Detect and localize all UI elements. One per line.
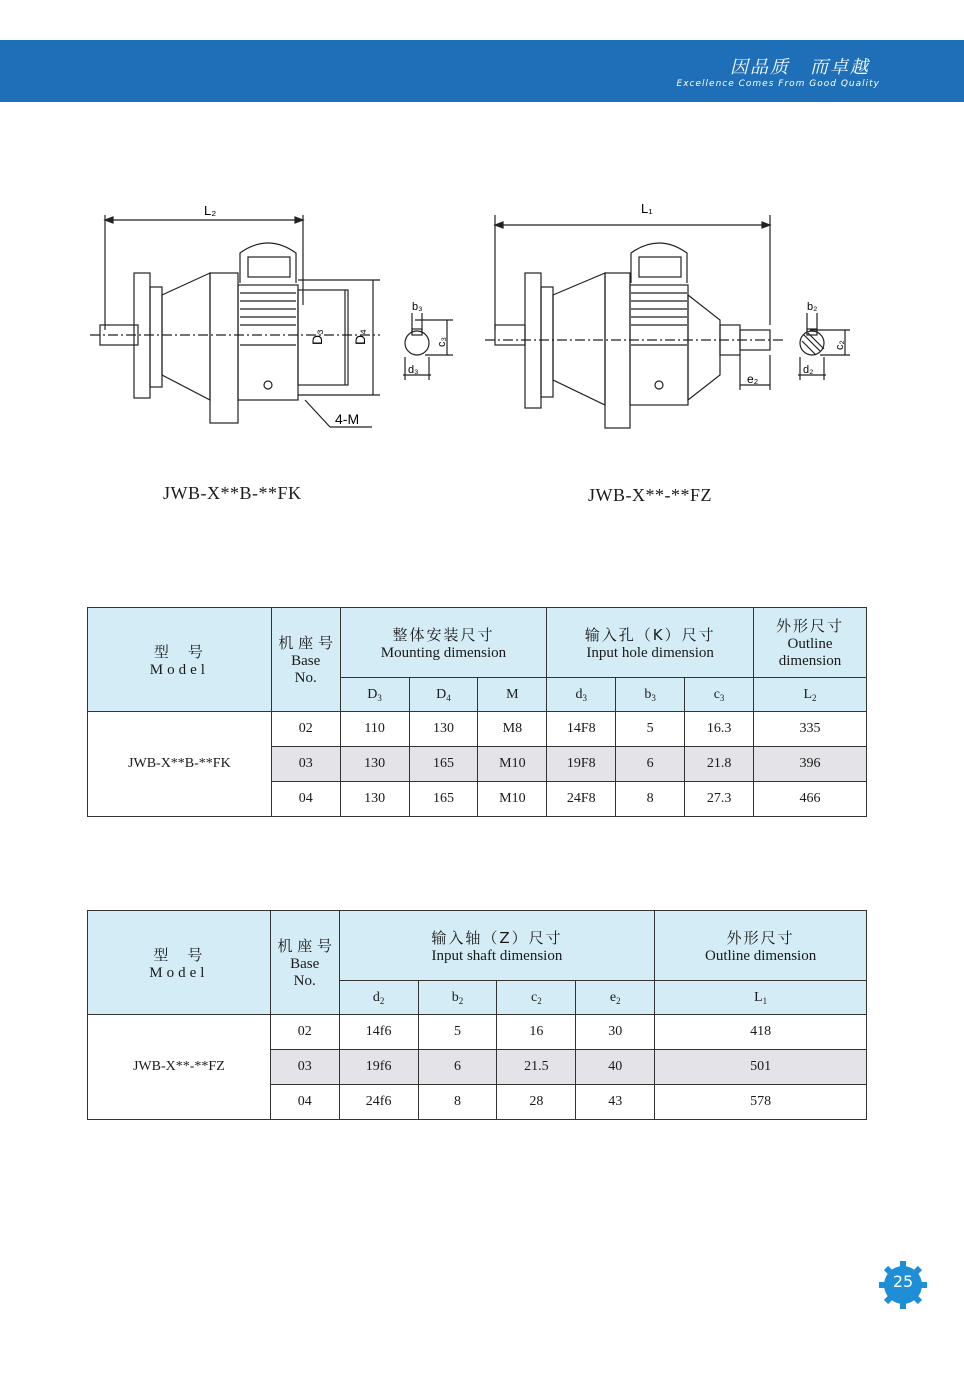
cell-d4: 165 (409, 747, 478, 782)
input-shaft-header-cn: 输入轴（Z）尺寸 (431, 928, 563, 947)
col-header-b3: $b_3$ (616, 678, 685, 712)
base-header-cn: 机 座 号 (277, 937, 332, 955)
cell-base: 02 (271, 712, 340, 747)
outline-header-cn: 外形尺寸 (776, 617, 845, 635)
cell-d3: 130 (340, 747, 409, 782)
model-header-en: Model (149, 964, 209, 981)
cell-l: 418 (655, 1015, 867, 1050)
cell-base: 04 (271, 782, 340, 817)
slogan-chinese: 因品质 而卓越 (730, 57, 870, 78)
label-c2: c₂ (834, 340, 846, 350)
cell-l: 466 (754, 782, 867, 817)
cell-base: 03 (270, 1050, 339, 1085)
col-header-b2: $b_2$ (418, 981, 497, 1015)
cell-d4: 165 (409, 782, 478, 817)
col-header-l1: $L_1$ (655, 981, 867, 1015)
table-row (88, 1015, 867, 1050)
outline-header (655, 911, 867, 981)
col-header-c3: $c_3$ (685, 678, 754, 712)
cell-d3: 110 (340, 712, 409, 747)
model-header (88, 911, 271, 1015)
model-cell: JWB-X**B-**FK (88, 712, 272, 817)
cell-b: 8 (616, 782, 685, 817)
label-l1: L₁ (641, 201, 653, 216)
input-shaft-header (339, 911, 655, 981)
slogan-english: Excellence Comes From Good Quality (676, 79, 880, 89)
mounting-header-cn: 整体安装尺寸 (392, 625, 495, 644)
cell-base: 02 (270, 1015, 339, 1050)
label-b3: b₃ (412, 301, 423, 313)
cell-e: 43 (576, 1085, 655, 1120)
drawing-fz (485, 195, 790, 445)
label-e2: e₂ (747, 372, 759, 386)
label-b2: b₂ (807, 301, 818, 313)
col-header-e2: $e_2$ (576, 981, 655, 1015)
cell-m: M10 (478, 747, 547, 782)
outline-header-en2: dimension (778, 653, 842, 669)
col-header-m: M (478, 678, 547, 712)
cell-c: 21.5 (497, 1050, 576, 1085)
model-header-en: Model (149, 661, 209, 678)
outline-header-en: Outline dimension (704, 947, 817, 964)
outline-header (754, 608, 867, 678)
cell-base: 04 (270, 1085, 339, 1120)
drawing-fk (90, 195, 390, 445)
model-header-cn: 型 号 (153, 642, 205, 661)
cell-l: 578 (655, 1085, 867, 1120)
page-number: 25 (892, 1272, 914, 1291)
base-header-en2: No. (293, 973, 316, 989)
cell-c: 27.3 (685, 782, 754, 817)
cell-c: 16 (497, 1015, 576, 1050)
outline-header-cn: 外形尺寸 (726, 928, 795, 947)
label-d3-small: d₃ (408, 364, 419, 376)
mounting-header (340, 608, 547, 678)
cell-d3: 130 (340, 782, 409, 817)
cell-l: 396 (754, 747, 867, 782)
input-hole-header (547, 608, 754, 678)
outline-header-en1: Outline (787, 636, 833, 652)
table-fz (87, 910, 867, 1120)
model-header (88, 608, 272, 712)
cell-c: 16.3 (685, 712, 754, 747)
cell-b: 8 (418, 1085, 497, 1120)
model-header-cn: 型 号 (153, 945, 205, 964)
cell-hole: 24F8 (547, 782, 616, 817)
label-d4: D₄ (352, 329, 368, 345)
label-d3: D₃ (309, 329, 325, 345)
cell-e: 40 (576, 1050, 655, 1085)
cell-l: 501 (655, 1050, 867, 1085)
input-hole-header-en: Input hole dimension (586, 644, 714, 661)
mounting-header-en: Mounting dimension (380, 644, 507, 661)
col-header-l2: $L_2$ (754, 678, 867, 712)
cell-c: 21.8 (685, 747, 754, 782)
cell-b: 6 (616, 747, 685, 782)
cell-m: M8 (478, 712, 547, 747)
label-l2: L₂ (204, 203, 217, 218)
caption-fz: JWB-X**-**FZ (588, 485, 712, 505)
drawing-fk-section (395, 295, 465, 390)
cell-d: 19f6 (339, 1050, 418, 1085)
cell-hole: 19F8 (547, 747, 616, 782)
base-header-en1: Base (290, 956, 320, 972)
cell-c: 28 (497, 1085, 576, 1120)
cell-base: 03 (271, 747, 340, 782)
cell-d: 24f6 (339, 1085, 418, 1120)
drawing-fz-section (790, 295, 860, 390)
col-header-d3-small: $d_3$ (547, 678, 616, 712)
input-hole-header-cn: 输入孔（K）尺寸 (584, 625, 716, 644)
cell-d4: 130 (409, 712, 478, 747)
base-header-cn: 机 座 号 (278, 634, 333, 652)
table-fk (87, 607, 867, 817)
col-header-c2: $c_2$ (497, 981, 576, 1015)
input-shaft-header-en: Input shaft dimension (431, 947, 563, 964)
cell-d: 14f6 (339, 1015, 418, 1050)
col-header-d4: $D_4$ (409, 678, 478, 712)
base-header-en1: Base (291, 653, 321, 669)
table-row (88, 712, 867, 747)
caption-fk: JWB-X**B-**FK (163, 483, 302, 503)
base-header (271, 608, 340, 712)
col-header-d3: $D_3$ (340, 678, 409, 712)
cell-l: 335 (754, 712, 867, 747)
cell-m: M10 (478, 782, 547, 817)
model-cell: JWB-X**-**FZ (88, 1015, 271, 1120)
base-header-en2: No. (294, 670, 317, 686)
cell-b: 5 (418, 1015, 497, 1050)
cell-b: 6 (418, 1050, 497, 1085)
label-c3: c₃ (436, 337, 448, 347)
col-header-d2: $d_2$ (339, 981, 418, 1015)
base-header (270, 911, 339, 1015)
label-d2: d₂ (803, 364, 814, 376)
cell-e: 30 (576, 1015, 655, 1050)
cell-hole: 14F8 (547, 712, 616, 747)
cell-b: 5 (616, 712, 685, 747)
label-4m: 4-M (335, 411, 360, 427)
